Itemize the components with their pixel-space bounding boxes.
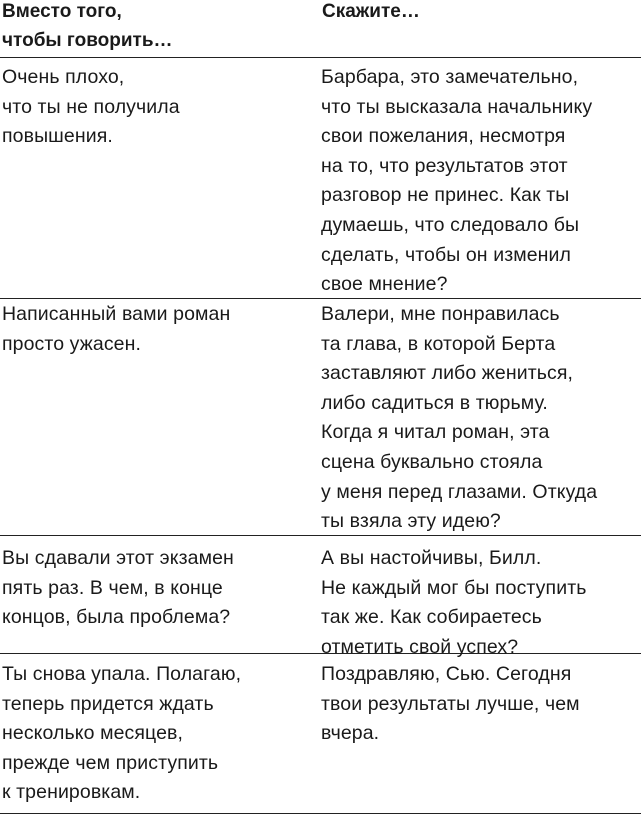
header-instead-of: Вместо того, чтобы говорить…: [2, 1, 173, 51]
say-text: А вы настойчивы, Билл. Не каждый мог бы поступить так же. Как собираетесь отметить свой успех?: [321, 547, 587, 658]
instead-of-text: Очень плохо, что ты не получила повышения.: [2, 66, 180, 148]
instead-of-text: Ты снова упала. Полагаю, теперь придется ждать несколько месяцев, прежде чем приступить к тренировкам.: [2, 663, 242, 804]
table-row: [0, 58, 641, 299]
instead-of-text: Вы сдавали этот экзамен пять раз. В чем, в конце концов, была проблема?: [2, 547, 234, 629]
instead-of-text: Написанный вами роман просто ужасен.: [2, 303, 231, 355]
table-row: [0, 654, 641, 814]
say-text: Валери, мне понравилась та глава, в которой Берта заставляют либо жениться, либо садиться в тюрьму. Когда я читал роман, эта сцена буквально стояла у меня перед глазами. Откуда ты взяла эту идею?: [321, 303, 598, 533]
table-row: [0, 299, 641, 536]
say-text: Поздравляю, Сью. Сегодня твои результаты лучше, чем вчера.: [321, 663, 580, 745]
say-text: Барбара, это замечательно, что ты высказала начальнику свои пожелания, несмотря на то, что результатов этот разговор не принес. Как ты думаешь, что следовало бы сделать, чтобы он изменил свое мнение?: [321, 66, 593, 296]
table-header: [0, 0, 641, 58]
header-say: Скажите…: [322, 1, 420, 22]
table-row: [0, 536, 641, 658]
